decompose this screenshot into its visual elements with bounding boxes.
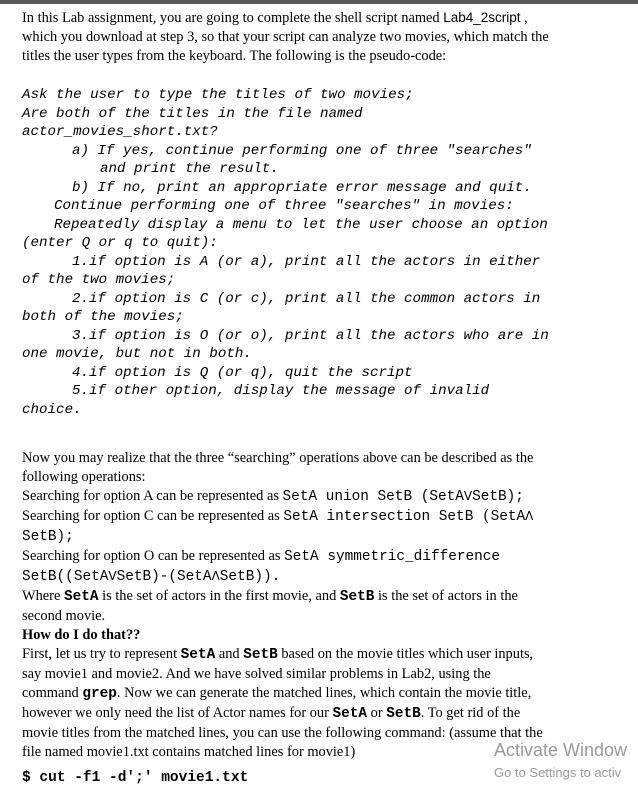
- pseudo-line: b) If no, print an appropriate error message and quit.: [72, 179, 532, 196]
- union-symbol: V: [463, 489, 473, 503]
- pseudo-line: of the two movies;: [22, 272, 176, 288]
- intro-text: In this Lab assignment, you are going to complete the shell script named: [22, 10, 444, 26]
- intro-line-3: titles the user types from the keyboard. The following is the pseudo-code:: [22, 48, 447, 64]
- document-body: [22, 8, 630, 762]
- ops-text: Now you may realize that the three “searching” operations above can be described as the: [22, 450, 534, 466]
- pseudo-line: Continue performing one of three "searches" in movies:: [54, 198, 514, 214]
- grep-term: grep: [82, 686, 117, 702]
- option-a-code: SetA union SetB (SetA: [282, 489, 464, 505]
- intro-line-2: which you download at step 3, so that your script can analyze two movies, which match the: [22, 29, 549, 45]
- pseudo-code-block: [22, 86, 630, 419]
- option-c-code: SetA intersection SetB (SetA: [283, 509, 526, 525]
- intro-paragraph: [22, 8, 630, 66]
- setb-term: SetB: [243, 647, 278, 663]
- option-a-code: SetB);: [472, 489, 524, 505]
- option-o-code: SetB((SetA: [22, 569, 109, 585]
- activation-watermark: Activate Window: [494, 740, 628, 760]
- howto-text: command: [22, 685, 83, 701]
- pseudo-line: both of the movies;: [22, 309, 184, 325]
- seta-term: SetA: [180, 647, 216, 663]
- pseudo-line: (enter Q or q to quit):: [22, 235, 218, 251]
- where-text: second movie.: [22, 608, 106, 624]
- pseudo-line: Repeatedly display a menu to let the user choose an option: [54, 216, 548, 233]
- option-c-code: SetB);: [22, 529, 74, 545]
- operations-paragraph: [22, 449, 630, 762]
- script-name: Lab4_2script: [443, 10, 521, 25]
- pseudo-line: 2.if option is C (or c), print all the common actors in: [72, 290, 541, 307]
- howto-text: . To get rid of the: [420, 705, 521, 721]
- cut-command: $ cut -f1 -d';' movie1.txt: [22, 770, 249, 786]
- option-a-text: Searching for option A can be represented as: [22, 488, 283, 504]
- pseudo-line: 5.if other option, display the message of invalid: [72, 383, 490, 399]
- activation-settings-link[interactable]: Go to Settings to activ: [494, 765, 622, 780]
- setb-term: SetB: [386, 706, 421, 722]
- howto-text: First, let us try to represent: [22, 646, 181, 662]
- pseudo-line: Are both of the titles in the file named: [22, 105, 363, 122]
- top-border: [0, 0, 638, 4]
- pseudo-line: a) If yes, continue performing one of three "searches": [72, 142, 532, 159]
- howto-text: and: [215, 646, 244, 662]
- pseudo-line: and print the result.: [100, 161, 279, 177]
- howto-text: based on the movie titles which user inputs,: [277, 646, 534, 662]
- intersection-symbol: Λ: [211, 569, 220, 583]
- pseudo-line: 3.if option is O (or o), print all the actors who are in: [72, 327, 549, 344]
- union-symbol: V: [108, 569, 117, 583]
- setb-term: SetB: [339, 589, 375, 605]
- howto-text: however we only need the list of Actor names for our: [22, 705, 333, 721]
- howto-text: or: [367, 705, 387, 721]
- pseudo-line: 1.if option is A (or a), print all the actors in either: [72, 253, 541, 270]
- ops-text: following operations:: [22, 469, 146, 485]
- pseudo-line: 4.if option is Q (or q), quit the script: [72, 364, 413, 381]
- pseudo-line: Ask the user to type the titles of two movies;: [22, 87, 414, 103]
- howto-text: file named movie1.txt contains matched lines for movie1): [22, 744, 356, 760]
- option-c-text: Searching for option C can be represented as: [22, 508, 284, 524]
- pseudo-line: one movie, but not in both.: [22, 346, 252, 362]
- where-text: is the set of actors in the: [374, 588, 518, 604]
- option-o-code: SetA symmetric_difference: [284, 549, 501, 565]
- option-o-code: SetB)-(SetA: [116, 569, 212, 585]
- howto-text: movie titles from the matched lines, you can use the following command: (assume that the: [22, 725, 543, 741]
- intersection-symbol: Λ: [525, 509, 534, 523]
- pseudo-line: choice.: [22, 401, 82, 418]
- howto-text: say movie1 and movie2. And we have solved similar problems in Lab2, using the: [22, 666, 491, 682]
- seta-term: SetA: [332, 706, 368, 722]
- section-heading: How do I do that??: [22, 627, 141, 643]
- seta-term: SetA: [63, 589, 99, 605]
- option-o-text: Searching for option O can be represented as: [22, 548, 285, 564]
- howto-text: . Now we can generate the matched lines, which contain the movie title,: [116, 685, 532, 701]
- where-text: Where: [22, 588, 64, 604]
- intro-comma: ,: [520, 10, 528, 26]
- where-text: is the set of actors in the first movie, and: [98, 588, 340, 604]
- option-o-code: SetB)).: [219, 569, 281, 585]
- pseudo-line: actor_movies_short.txt?: [22, 124, 218, 140]
